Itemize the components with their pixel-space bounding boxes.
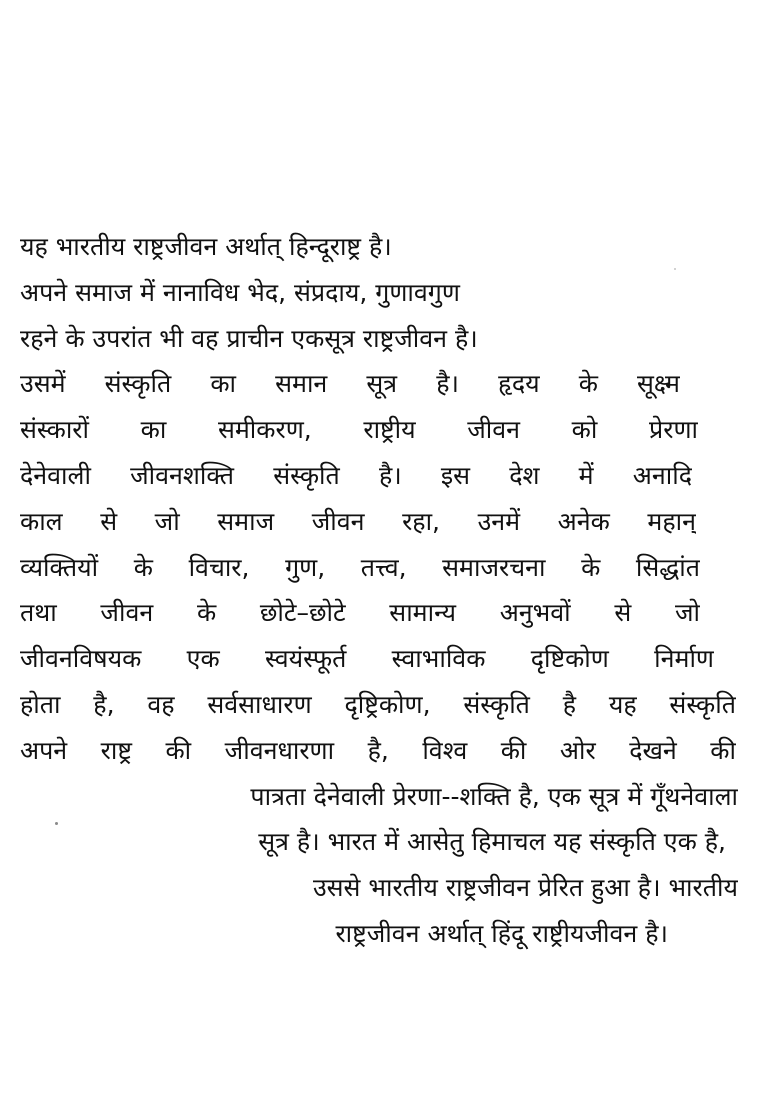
paragraph-line: रहने के उपरांत भी वह प्राचीन एकसूत्र राष्ट्रजीवन है। [20, 323, 478, 353]
scan-speck [55, 822, 58, 825]
paragraph-line: काल से जो समाज जीवन रहा, उनमें अनेक महान् [20, 506, 696, 536]
paragraph-line: तथा जीवन के छोटे–छोटे सामान्य अनुभवों से जो [20, 598, 700, 628]
paragraph-line: होता है, वह सर्वसाधारण दृष्ट्रिकोण, संस्कृति है यह संस्कृति [20, 689, 736, 719]
hindi-paragraph [20, 224, 738, 957]
paragraph-line: उससे भारतीय राष्ट्रजीवन प्रेरित हुआ है। भारतीय [312, 873, 738, 903]
paragraph-line: सूत्र है। भारत में आसेतु हिमाचल यह संस्कृति एक है, [258, 827, 726, 857]
paragraph-line: अपने राष्ट्र की जीवनधारणा है, विश्व की ओर देखने की [20, 735, 736, 765]
paragraph-line: पात्रता देनेवाली प्रेरणा--शक्ति है, एक सूत्र में गूँथनेवाला [250, 781, 738, 811]
paragraph-line: संस्कारों का समीकरण, राष्ट्रीय जीवन को प्रेरणा [20, 415, 698, 445]
paragraph-line: जीवनविषयक एक स्वयंस्फूर्त स्वाभाविक दृष्टिकोण निर्माण [20, 644, 714, 674]
paragraph-line: राष्ट्रजीवन अर्थात् हिंदू राष्ट्रीयजीवन है। [335, 918, 668, 948]
paragraph-line: यह भारतीय राष्ट्रजीवन अर्थात् हिन्दूराष्ट्र है। [20, 232, 392, 261]
paragraph-line: उसमें संस्कृति का समान सूत्र है। हृदय के सूक्ष्म [20, 369, 680, 399]
scan-speck [674, 268, 676, 270]
paragraph-line: व्यक्तियों के विचार, गुण, तत्त्व, समाजरचना के सिद्धांत [20, 552, 700, 582]
paragraph-line: देनेवाली जीवनशक्ति संस्कृति है। इस देश में अनादि [20, 460, 692, 490]
paragraph-line: अपने समाज में नानाविध भेद, संप्रदाय, गुणावगुण [20, 277, 460, 307]
